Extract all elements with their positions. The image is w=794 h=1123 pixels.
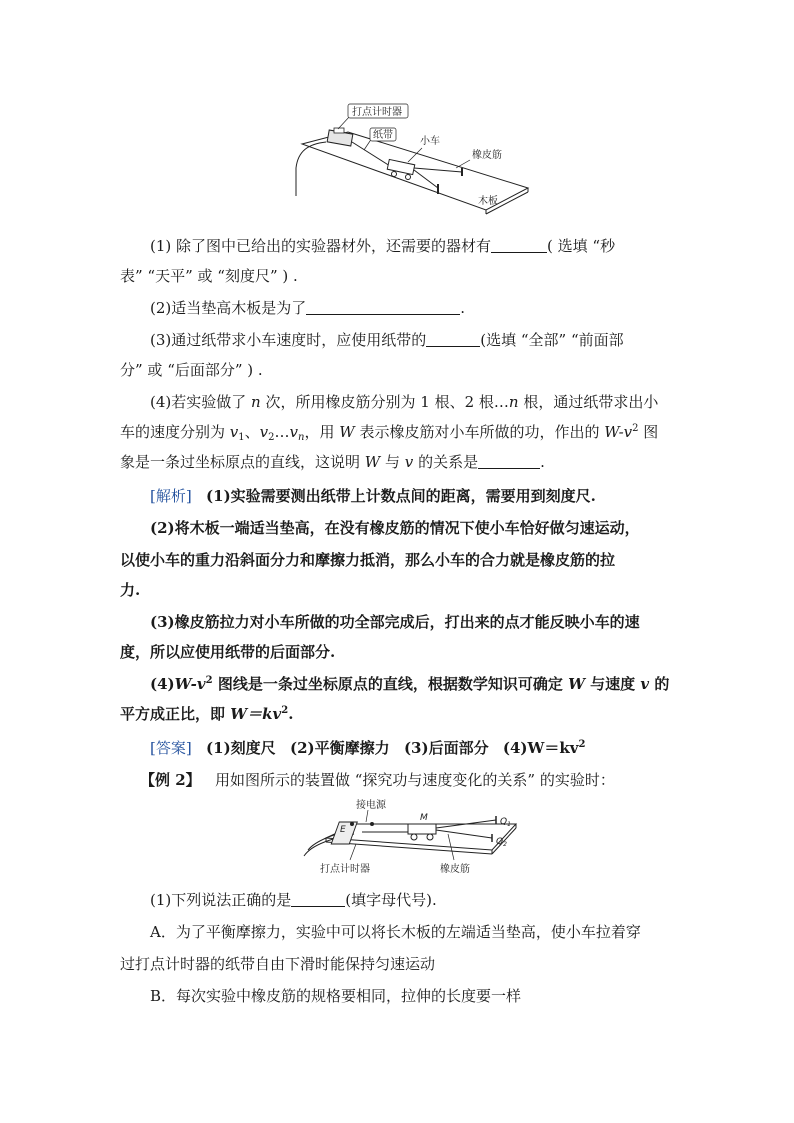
q4-text: 根，通过纸带求出小: [523, 393, 659, 411]
q4-text: 图: [643, 423, 659, 441]
label-Q2: $Q_2$: [496, 837, 507, 848]
question-1: [150, 236, 710, 256]
question-1-line2: [120, 266, 680, 286]
analysis-p4-l2: [120, 704, 680, 724]
q4-text: 车的速度分别为: [120, 423, 226, 441]
label-rubber: 橡皮筋: [472, 150, 502, 161]
q2-text-b: .: [460, 299, 466, 317]
analysis-Wv: W-v: [174, 675, 206, 693]
q4-v: v: [229, 423, 239, 441]
analysis-text: 度，所以应使用纸带的后面部分.: [120, 643, 336, 661]
q4-W: W: [364, 453, 381, 471]
q4-sub: n: [298, 432, 305, 443]
option-a-l2: [120, 954, 680, 974]
label-Q1: $Q_1$: [500, 817, 511, 828]
question-4-line2: [120, 422, 680, 442]
q4-text: (4)若实验做了: [150, 393, 247, 411]
q4-sub: 1: [238, 432, 245, 443]
label-rubber: 橡皮筋: [440, 864, 470, 875]
q4-sep: 、: [244, 423, 260, 441]
q4-v: v: [289, 423, 299, 441]
analysis-text: (3)橡皮筋拉力对小车所做的功全部完成后，打出来的点才能反映小车的速: [150, 613, 640, 631]
answer-label: [答案]: [150, 739, 192, 757]
q4-text: .: [540, 453, 545, 471]
analysis-formula: W＝kv: [230, 705, 282, 723]
q4-text: ，用: [304, 423, 335, 441]
analysis-p1: [150, 486, 710, 506]
q1-text-a: (1) 除了图中已给出的实验器材外，还需要的器材有: [150, 237, 492, 255]
analysis-text: .: [288, 705, 294, 723]
analysis-text: (4): [150, 675, 175, 693]
q3-text-a: (3)通过纸带求小车速度时，应使用纸带的: [150, 331, 427, 349]
q3-line2: 分” 或 “后面部分” ) .: [120, 361, 263, 379]
example-2: [140, 770, 700, 790]
q5-text: (1)下列说法正确的是: [150, 891, 292, 909]
q4-sep: …: [274, 423, 290, 441]
analysis-p2-l3: [120, 580, 680, 600]
analysis-p4-l1: [150, 674, 710, 694]
example-2-text: 用如图所示的装置做 “探究功与速度变化的关系” 的实验时：: [214, 771, 615, 789]
q5-blank: [291, 892, 345, 907]
label-tape: 纸带: [373, 130, 393, 141]
q4-v: v: [259, 423, 269, 441]
analysis-W: W: [568, 675, 585, 693]
label-timer: 打点计时器: [352, 107, 402, 118]
answer-item: (3)后面部分: [403, 739, 489, 757]
analysis-v: v: [640, 675, 650, 693]
q1-text-b: ( 选填 “秒: [547, 237, 616, 255]
answer-line: [150, 738, 710, 758]
q4-v: v: [404, 453, 414, 471]
q1-blank: [491, 238, 547, 253]
question-4: [150, 392, 710, 412]
q4-sub: 2: [268, 432, 275, 443]
question-5: [150, 890, 710, 910]
q2-blank: [306, 300, 460, 315]
q4-n: n: [508, 393, 519, 411]
answer-item: (1)刻度尺: [206, 739, 276, 757]
answer-item: (4)W＝kv: [502, 739, 579, 757]
option-b: [150, 986, 710, 1006]
question-4-line3: [120, 452, 680, 472]
q1-line2: 表” “天平” 或 “刻度尺” ) .: [120, 267, 298, 285]
analysis-text: (1)实验需要测出纸带上计数点间的距离，需要用到刻度尺.: [206, 487, 596, 505]
label-cart: 小车: [420, 136, 440, 147]
label-E: E: [340, 825, 346, 835]
q5-text: (填字母代号).: [345, 891, 437, 909]
analysis-text: 与速度: [590, 675, 636, 693]
analysis-p2-l2: [120, 550, 680, 570]
option-a-text: A．为了平衡摩擦力，实验中可以将长木板的左端适当垫高，使小车拉着穿: [150, 923, 641, 941]
q4-n: n: [251, 393, 261, 411]
analysis-p2-l1: [150, 518, 710, 538]
q4-text: 象是一条过坐标原点的直线，这说明: [120, 453, 361, 471]
analysis-text: 平方成正比，即: [120, 705, 226, 723]
q4-Wv: W-v: [604, 423, 633, 441]
option-a-text: 过打点计时器的纸带自由下滑时能保持匀速运动: [120, 955, 436, 973]
question-3: [150, 330, 710, 350]
analysis-sup: 2: [281, 705, 289, 716]
analysis-text: 以使小车的重力沿斜面分力和摩擦力抵消，那么小车的合力就是橡皮筋的拉: [120, 551, 616, 569]
analysis-text: 力.: [120, 581, 141, 599]
label-M: M: [420, 813, 428, 823]
q3-blank: [426, 332, 480, 347]
q4-text: 次，所用橡皮筋分别为 1 根、2 根…: [265, 393, 509, 411]
q4-text: 与: [385, 453, 401, 471]
label-board: 木板: [478, 196, 498, 207]
q4-sup: 2: [632, 423, 639, 434]
experiment-figure-1: [290, 96, 530, 216]
analysis-label: [解析]: [150, 487, 192, 505]
question-2: [150, 298, 710, 318]
experiment-figure-2: [296, 798, 528, 898]
example-2-label: 【例 2】: [140, 771, 201, 789]
option-b-text: B．每次实验中橡皮筋的规格要相同，拉伸的长度要一样: [150, 987, 522, 1005]
option-a-l1: [150, 922, 710, 942]
question-3-line2: [120, 360, 680, 380]
q4-text: 表示橡皮筋对小车所做的功，作出的: [359, 423, 600, 441]
q4-text: 的关系是: [418, 453, 479, 471]
analysis-text: (2)将木板一端适当垫高，在没有橡皮筋的情况下使小车恰好做匀速运动，: [150, 519, 640, 537]
cart: [408, 824, 436, 834]
q3-text-b: (选填 “全部” “前面部: [480, 331, 624, 349]
q2-text-a: (2)适当垫高木板是为了: [150, 299, 307, 317]
label-timer: 打点计时器: [320, 864, 370, 875]
analysis-sup: 2: [205, 675, 213, 686]
analysis-text: 图线是一条过坐标原点的直线，根据数学知识可确定: [217, 675, 563, 693]
analysis-p3-l2: [120, 642, 680, 662]
answer-sup: 2: [578, 739, 586, 750]
answer-item: (2)平衡摩擦力: [289, 739, 390, 757]
analysis-p3-l1: [150, 612, 710, 632]
label-power: 接电源: [356, 800, 386, 811]
q4-W: W: [339, 423, 355, 441]
analysis-text: 的: [654, 675, 670, 693]
q4-blank: [478, 454, 540, 469]
